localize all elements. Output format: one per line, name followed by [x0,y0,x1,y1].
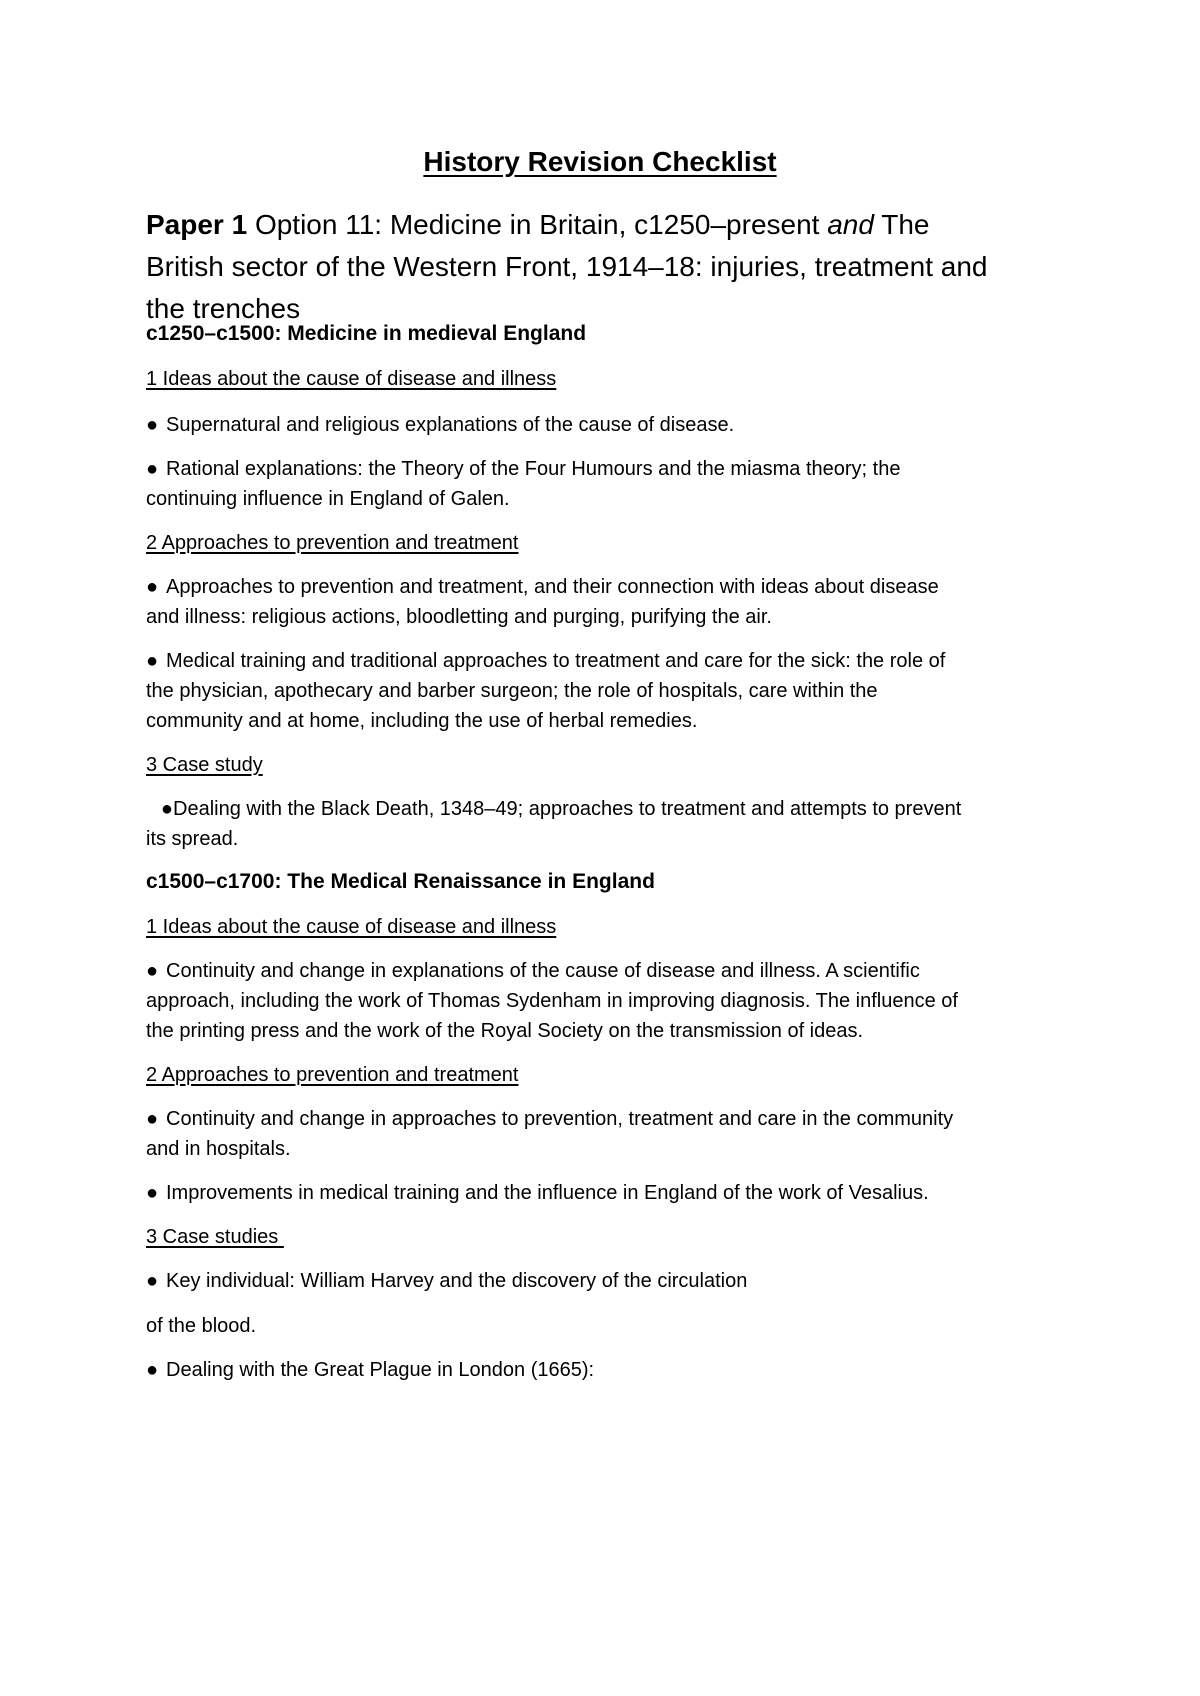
bullet-icon: ● [146,414,159,436]
bullet-text: Continuity and change in approaches to prevention, treatment and care in the community [166,1108,954,1130]
bullet-icon: ● [146,1359,159,1381]
subheading-approaches-1: 2 Approaches to prevention and treatment [146,532,519,554]
bullet-icon: ● [146,1108,159,1130]
bullet-text: Medical training and traditional approaches to treatment and care for the sick: the role of [166,650,946,672]
bullet-continuation: continuing influence in England of Galen. [146,488,510,510]
bullet-item [146,1354,1086,1386]
bullet-icon: ● [146,650,159,672]
subheading-case-study: 3 Case study [146,754,263,776]
bullet-icon: ● [146,960,159,982]
bullet-text: Supernatural and religious explanations of the cause of disease. [166,414,735,436]
bullet-item [146,453,1086,485]
paper-heading [146,204,1086,330]
bullet-text: Approaches to prevention and treatment, and their connection with ideas about disease [166,576,939,598]
subheading-case-studies: 3 Case studies [146,1226,284,1248]
paper-line3: the trenches [146,293,301,324]
bullet-continuation: and in hospitals. [146,1138,291,1160]
bullet-text: Dealing with the Great Plague in London (1665): [166,1359,595,1381]
bullet-text: Improvements in medical training and the influence in England of the work of Vesalius. [166,1182,929,1204]
bullet-text: Key individual: William Harvey and the discovery of the circulation [166,1270,748,1292]
bullet-icon: ● [146,458,159,480]
bullet-continuation: approach, including the work of Thomas Sydenham in improving diagnosis. The influence of [146,990,958,1012]
document-title: History Revision Checklist [423,146,777,177]
section-heading-renaissance: c1500–c1700: The Medical Renaissance in England [146,870,655,893]
bullet-item [146,409,1086,441]
subheading-ideas-2: 1 Ideas about the cause of disease and illness [146,916,557,938]
subheading-approaches-2: 2 Approaches to prevention and treatment [146,1064,519,1086]
bullet-item [146,1103,1086,1135]
bullet-text: Dealing with the Black Death, 1348–49; approaches to treatment and attempts to prevent [173,798,962,820]
bullet-icon: ● [160,798,173,820]
paper-line2: British sector of the Western Front, 1914–18: injuries, treatment and [146,251,988,282]
bullet-icon: ● [146,576,159,598]
bullet-item [146,1265,1086,1297]
paper-text-b: The [873,209,930,240]
bullet-continuation: of the blood. [146,1315,257,1337]
bullet-item [146,955,1086,987]
section-heading-medieval: c1250–c1500: Medicine in medieval England [146,322,587,345]
bullet-text: Rational explanations: the Theory of the Four Humours and the miasma theory; the [166,458,901,480]
paper-label: Paper 1 [146,209,248,240]
bullet-continuation: and illness: religious actions, bloodletting and purging, purifying the air. [146,606,772,628]
bullet-continuation: its spread. [146,828,239,850]
bullet-item [146,645,1086,677]
bullet-text: Continuity and change in explanations of the cause of disease and illness. A scientific [166,960,920,982]
bullet-continuation: the printing press and the work of the Royal Society on the transmission of ideas. [146,1020,864,1042]
bullet-item [146,1177,1086,1209]
bullet-icon: ● [146,1182,159,1204]
bullet-item [146,793,1086,825]
bullet-icon: ● [146,1270,159,1292]
paper-text-a: Option 11: Medicine in Britain, c1250–present [247,209,828,240]
subheading-ideas-1: 1 Ideas about the cause of disease and illness [146,368,557,390]
bullet-item [146,571,1086,603]
paper-italic: and [827,209,874,240]
bullet-continuation: community and at home, including the use of herbal remedies. [146,710,698,732]
bullet-continuation: the physician, apothecary and barber surgeon; the role of hospitals, care within the [146,680,878,702]
